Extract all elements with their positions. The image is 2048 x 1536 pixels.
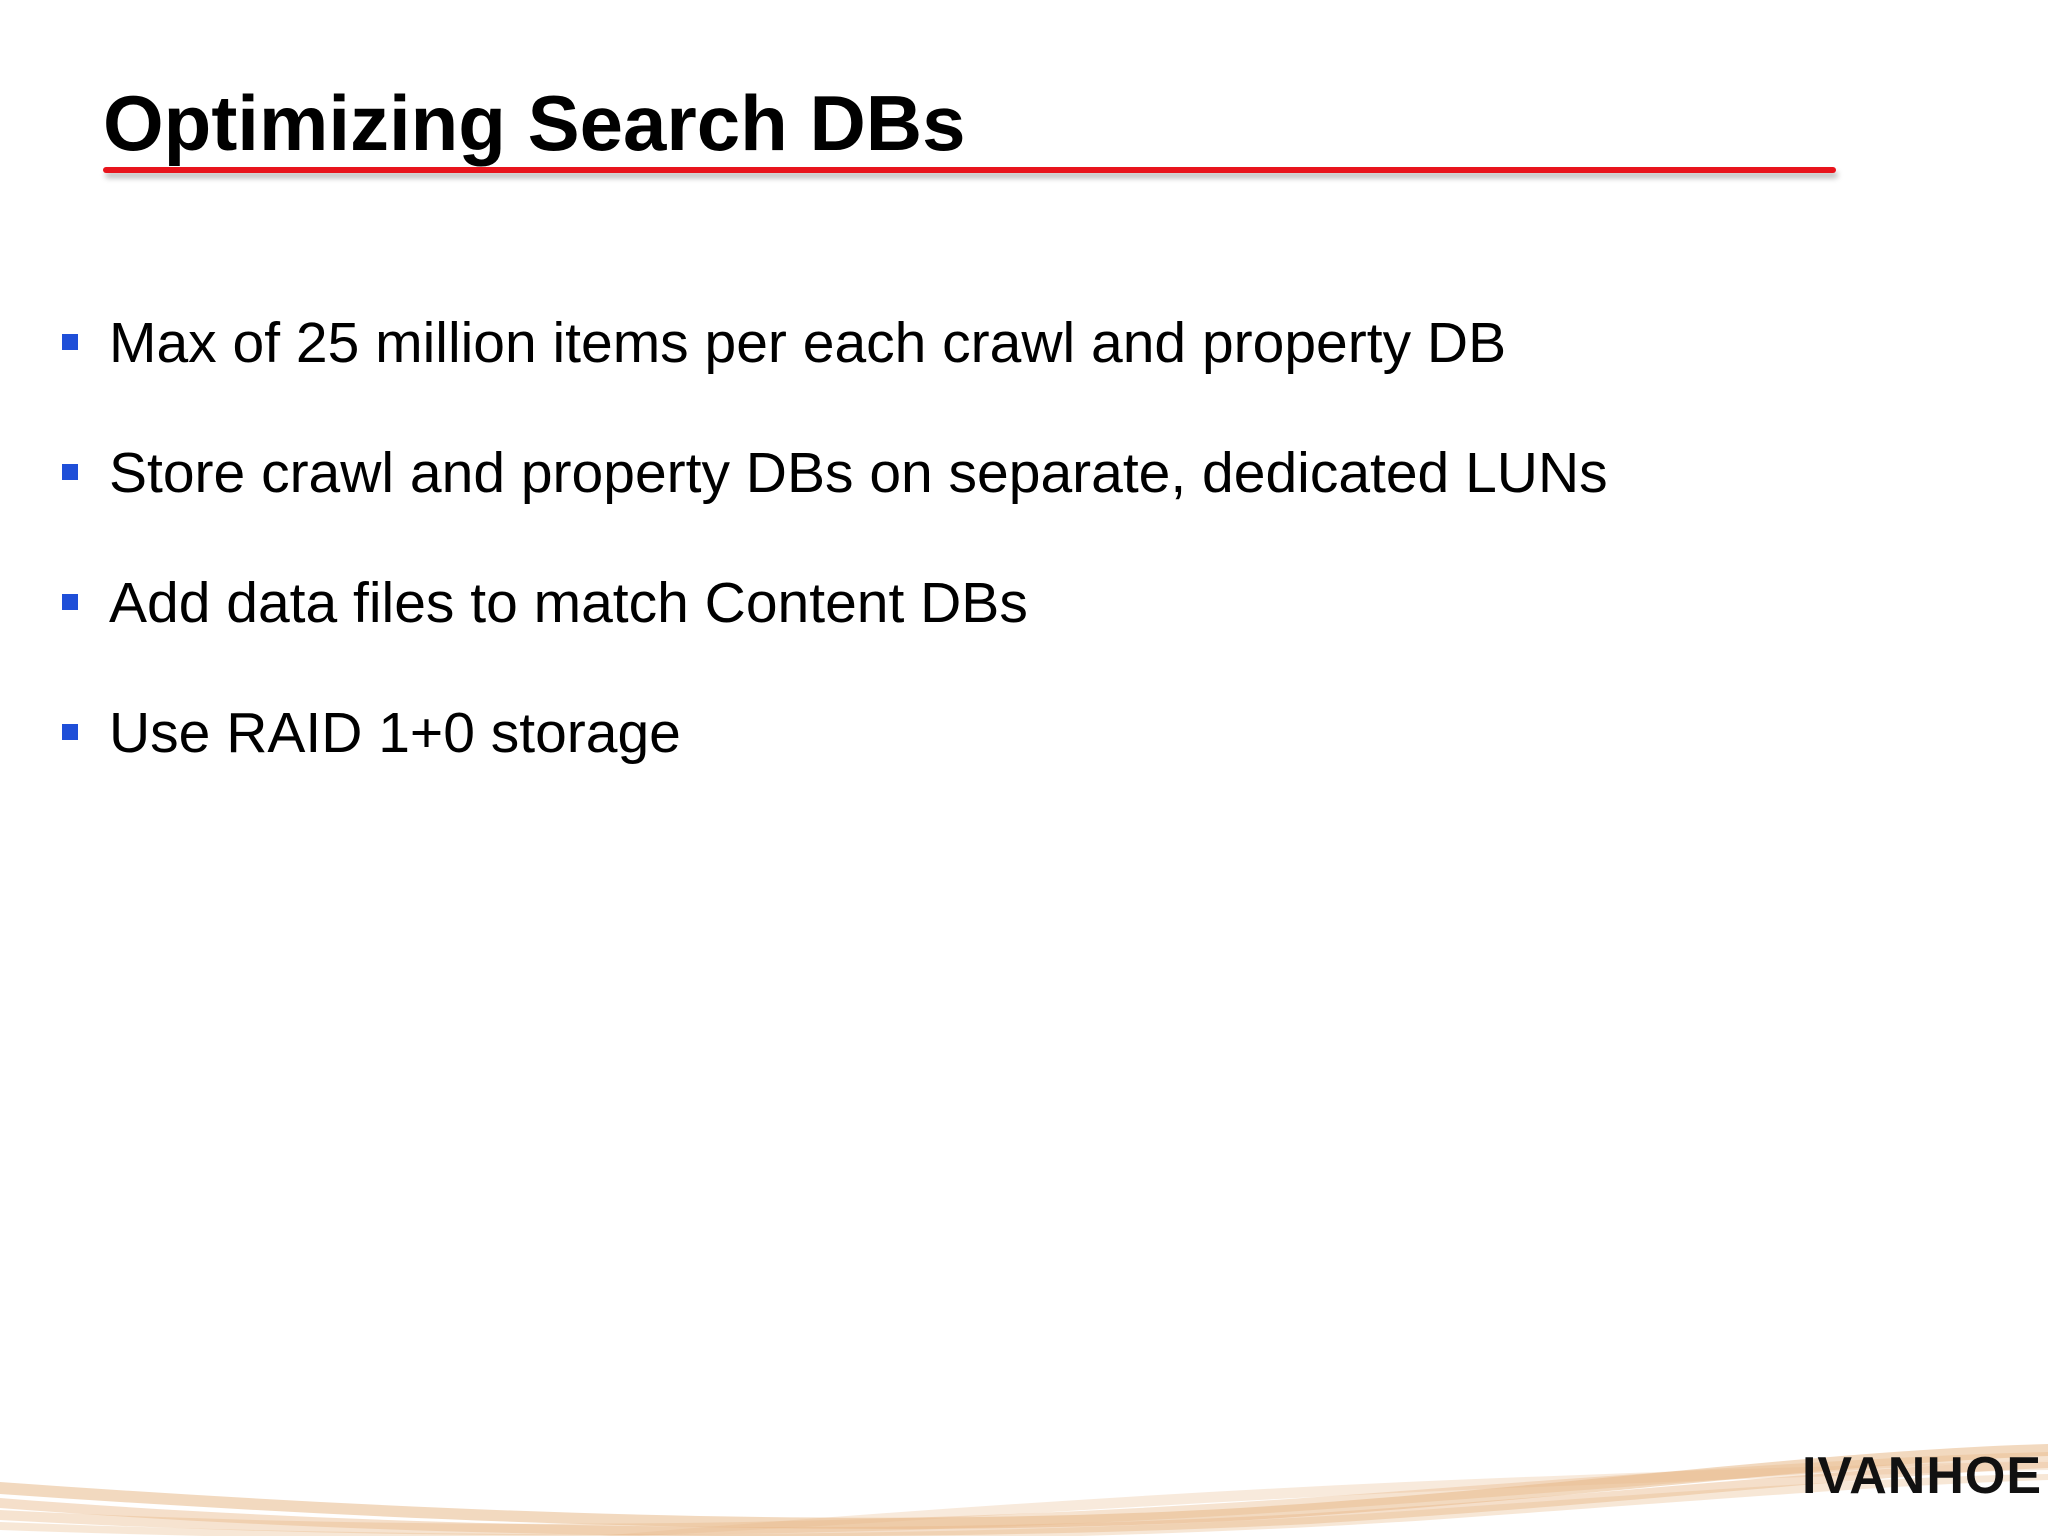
title-underline [103, 167, 1836, 173]
bullet-text: Max of 25 million items per each crawl and property DB [109, 311, 1507, 375]
bullet-text: Store crawl and property DBs on separate, dedicated LUNs [109, 441, 1608, 505]
slide-title: Optimizing Search DBs [103, 79, 966, 167]
square-bullet-icon [62, 594, 78, 610]
bullet-text: Use RAID 1+0 storage [109, 701, 681, 765]
decorative-ribbon [0, 1390, 2048, 1536]
ivanhoe-logo: IVANHOE [1801, 1447, 2042, 1505]
square-bullet-icon [62, 334, 78, 350]
square-bullet-icon [62, 464, 78, 480]
bullet-text: Add data files to match Content DBs [109, 571, 1028, 635]
square-bullet-icon [62, 724, 78, 740]
